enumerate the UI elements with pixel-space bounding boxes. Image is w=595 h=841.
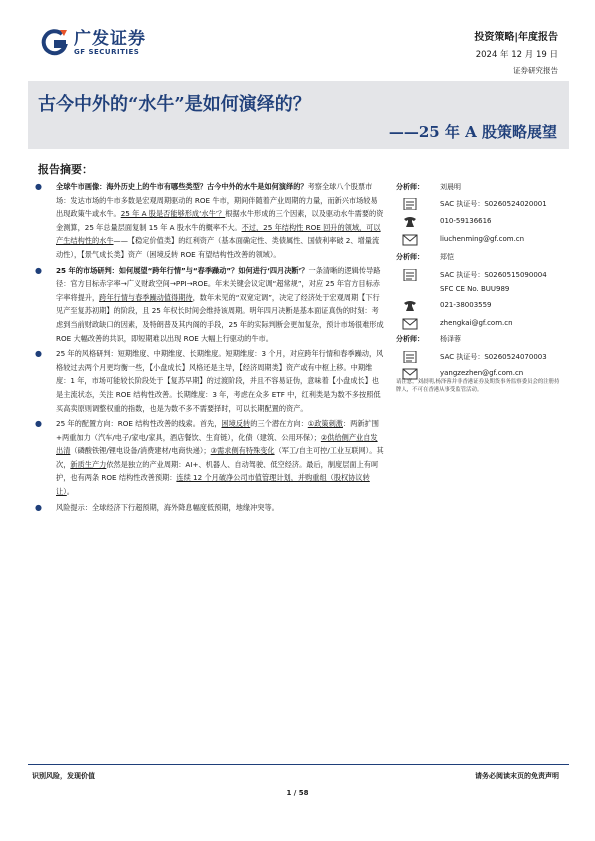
analyst-label: 分析师：	[396, 253, 424, 261]
pdf-icon	[402, 351, 418, 363]
mail-icon	[402, 234, 418, 246]
title-band	[28, 81, 569, 149]
analyst-email[interactable]: liuchenming@gf.com.cn	[396, 234, 566, 248]
pdf-icon	[402, 198, 418, 210]
analyst-phone: 010-59136616	[396, 216, 566, 230]
abstract-bullets	[32, 180, 384, 516]
analyst-sac: SAC 执证号：S0260524070003	[396, 351, 566, 365]
brand-name-en: GF SECURITIES	[74, 47, 140, 56]
analyst-name: 刘晨明	[440, 183, 461, 191]
analyst-sac: SAC 执证号：S0260524020001	[396, 198, 566, 212]
report-header	[0, 0, 595, 80]
report-date: 2024 年 12 月 19 日	[475, 50, 558, 60]
report-meta	[474, 28, 558, 76]
bullet-dot-icon: ●	[35, 349, 42, 359]
mail-icon	[402, 318, 418, 330]
analyst-name: 杨泽蓉	[440, 335, 461, 343]
footer-divider	[28, 764, 569, 765]
report-type: 投资策略|年度报告	[474, 32, 558, 43]
bullet-market-outlook: ● 25 年的市场研判：如何展望“跨年行情”与“春季躁动”？如何进行‘四月决断’？一条清晰的逻辑传导路径：官方目标赤字率→广义财政空间→PPI→ROE。年末关键会议定调“超常规”，对应 25 年官方目标赤字率将提升，跨年行情与春季躁动值得期待，数年未见的“双宽定调”，决定了经济处于宏观周期【下行见产至复苏初期】的阶段，且 25 年权长时间会维持该周期。明年四月决断是基本面证真伪的时刻：考虑到当前财政缺口的因素，及特朗普及其内阁的手段，25 年的实际判断会更加复杂，预计市场很难形成 ROE 大幅改善的共识，即短期难以出现 ROE 大幅上行驱动的牛市。	[35, 265, 384, 343]
abstract-heading: 报告摘要：	[38, 163, 93, 176]
phone-icon	[402, 216, 418, 228]
bullet-allocation: ● 25 年的配置方向：ROE 结构性改善的线索。首先，困境反转的三个潜在方向：①政策刺激：两新扩围+两重加力（汽车/电子/家电/家具，酒店餐饮、生育链），化债（建筑、公用环保）；②供给侧产业自发出清（磷酸铁锂/锂电设备/消费建材/电商快递）；③需求侧有特殊变化（军工/自主可控/工业互联网）。其次，新质生产力依然是独立的产业周期：AI+、机器人、自动驾驶、低空经济。最后，制度层面上有呵护，也有两条 ROE 结构性改善预期：连续 12 个月破净公司市值管理计划，并购重组（股权协议转让）。	[35, 419, 384, 497]
gf-logo-icon	[40, 28, 70, 58]
report-subtype: 证券研究报告	[513, 66, 558, 75]
footer-disclaimer: 请务必阅读末页的免责声明	[475, 772, 559, 780]
bullet-dot-icon: ●	[35, 502, 42, 512]
bullet-dot-icon: ●	[35, 182, 42, 191]
bullet-style-view: ● 25 年的风格研判：短期维度、中期维度、长期维度。短期维度：3 个月，对应跨年行情和春季躁动，风格较过去两个月更均衡一些，【小盘成长】风格还是主导，【经济周期类】资产或有中枢上移。中期维度：1 年，市场可能较长阶段处于【复苏早期】的过渡阶段，并且不容易证伪，意味着【小盘成长】也是主流状态，关注 ROE 结构性改善。长期维度：3 年，考虑在众多 ETF 中，红利类是为数不多按照低买高卖原则调整权重的指数，也是为数不多不需要择时，可以长期配置的资产。	[35, 349, 384, 413]
bullet-dot-icon: ●	[35, 265, 42, 275]
analyst-name: 郑恺	[440, 253, 454, 261]
pdf-icon	[402, 269, 418, 281]
analyst-label: 分析师：	[396, 335, 424, 343]
brand-logo	[40, 28, 146, 58]
analyst-label: 分析师：	[396, 183, 424, 191]
bullet-risk: ● 风险提示：全球经济下行超预期，海外降息幅度低预期，地缘冲突等。	[32, 501, 384, 515]
brand-name-cn: 广发证券	[74, 28, 146, 49]
analyst-sfc: SFC CE No. BUU989	[440, 285, 510, 293]
bullet-global-bull: ● 全球牛市画像：海外历史上的牛市有哪些类型？古今中外的水牛是如何演绎的？考察全球八个股票市场：发达市场的牛市多数是宏观周期驱动的 ROE 牛市，期间伴随着产业周期的力量，而新兴市场较易出现政策牛或水牛。25 年 A 股是否能够形成‘水牛’？根据水牛形成的三个因素，以及驱动水牛需要的资金测算，25 年总量层面复制 15 年 A 股水牛的概率不大。不过，25 年结构性 ROE 回升的领域，可以产生结构性的水牛——【稳定价值类】的红利资产（基本面确定性、类债属性、国债利率破 2、增量流动性），【景气成长类】资产（困境反转 ROE 有望结构性改善的领域）。	[35, 182, 384, 259]
analyst-email[interactable]: yangzezhen@gf.com.cn	[396, 368, 566, 382]
page-number: 1 / 58	[286, 789, 309, 797]
footer-slogan: 识别风险，发现价值	[32, 772, 95, 780]
report-subtitle: ——25 年 A 股策略展望	[388, 123, 557, 141]
report-title: 古今中外的“水牛”是如何演绎的？	[38, 94, 311, 115]
analyst-sac: SAC 执证号：S0260515090004	[396, 269, 566, 283]
phone-icon	[402, 300, 418, 312]
analyst-email[interactable]: zhengkai@gf.com.cn	[396, 318, 566, 332]
analyst-phone: 021-38003559	[396, 300, 566, 314]
license-note: 请注意，刘晨明,杨泽蓉并非香港证券及期货事务监察委员会的注册持牌人，不可在香港从事受监管活动。	[396, 379, 560, 393]
bullet-dot-icon: ●	[35, 419, 42, 429]
